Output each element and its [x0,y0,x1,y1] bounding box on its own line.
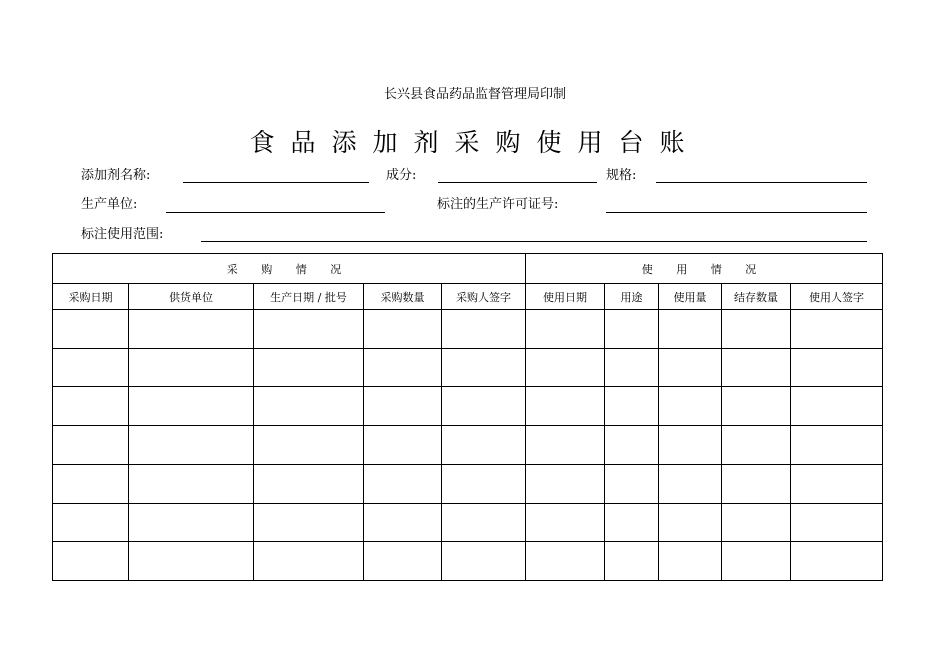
cell-usage-amount[interactable] [659,464,722,503]
cell-production-date-batch[interactable] [254,503,364,542]
table-row [53,426,883,465]
cell-usage-date[interactable] [526,426,605,465]
cell-production-date-batch[interactable] [254,542,364,581]
cell-remaining-quantity[interactable] [722,310,791,349]
cell-user-signature[interactable] [791,387,883,426]
cell-user-signature[interactable] [791,348,883,387]
table-row [53,503,883,542]
cell-purpose[interactable] [605,426,659,465]
page-title: 食品添加剂采购使用台账 [249,128,701,157]
cell-purpose[interactable] [605,464,659,503]
manufacturer-label: 生产单位: [81,197,138,212]
col-usage-amount: 使用量 [659,284,722,310]
cell-user-signature[interactable] [791,310,883,349]
cell-supplier[interactable] [129,387,254,426]
cell-production-date-batch[interactable] [254,348,364,387]
cell-purpose[interactable] [605,348,659,387]
purchase-group-header: 采 购 情 况 [53,254,526,284]
cell-usage-date[interactable] [526,348,605,387]
table-row [53,310,883,349]
cell-supplier[interactable] [129,464,254,503]
license-number-field[interactable] [606,212,867,213]
cell-purchase-date[interactable] [53,310,129,349]
col-usage-date: 使用日期 [526,284,605,310]
cell-production-date-batch[interactable] [254,464,364,503]
additive-name-label: 添加剂名称: [81,168,151,183]
table-row [53,542,883,581]
cell-purchaser-signature[interactable] [442,426,526,465]
cell-purchaser-signature[interactable] [442,348,526,387]
col-user-signature: 使用人签字 [791,284,883,310]
cell-purpose[interactable] [605,387,659,426]
cell-usage-date[interactable] [526,310,605,349]
usage-scope-field[interactable] [201,241,867,242]
usage-group-header: 使 用 情 况 [526,254,883,284]
table-row [53,348,883,387]
cell-usage-amount[interactable] [659,503,722,542]
cell-purpose[interactable] [605,503,659,542]
cell-purchaser-signature[interactable] [442,310,526,349]
cell-purchase-date[interactable] [53,426,129,465]
cell-usage-date[interactable] [526,503,605,542]
cell-purchaser-signature[interactable] [442,503,526,542]
cell-user-signature[interactable] [791,464,883,503]
col-purchaser-signature: 采购人签字 [442,284,526,310]
cell-usage-date[interactable] [526,542,605,581]
cell-purpose[interactable] [605,310,659,349]
cell-purchaser-signature[interactable] [442,542,526,581]
issuer-line: 长兴县食品药品监督管理局印制 [383,87,566,102]
manufacturer-field[interactable] [166,212,385,213]
cell-production-date-batch[interactable] [254,387,364,426]
cell-supplier[interactable] [129,426,254,465]
cell-remaining-quantity[interactable] [722,464,791,503]
cell-supplier[interactable] [129,503,254,542]
cell-purchase-quantity[interactable] [364,310,442,349]
cell-purchase-quantity[interactable] [364,348,442,387]
cell-remaining-quantity[interactable] [722,348,791,387]
cell-purchaser-signature[interactable] [442,387,526,426]
col-supplier: 供货单位 [129,284,254,310]
cell-usage-date[interactable] [526,387,605,426]
cell-production-date-batch[interactable] [254,426,364,465]
cell-usage-amount[interactable] [659,387,722,426]
cell-purchase-date[interactable] [53,542,129,581]
cell-purchase-quantity[interactable] [364,426,442,465]
cell-usage-amount[interactable] [659,426,722,465]
cell-purchase-date[interactable] [53,348,129,387]
cell-purchase-quantity[interactable] [364,503,442,542]
cell-user-signature[interactable] [791,426,883,465]
table-row [53,387,883,426]
usage-scope-label: 标注使用范围: [81,227,164,242]
license-number-label: 标注的生产许可证号: [437,197,559,212]
cell-remaining-quantity[interactable] [722,542,791,581]
additive-name-field[interactable] [183,182,369,183]
cell-purchase-quantity[interactable] [364,464,442,503]
cell-production-date-batch[interactable] [254,310,364,349]
col-purchase-quantity: 采购数量 [364,284,442,310]
specification-label: 规格: [606,168,637,183]
cell-usage-amount[interactable] [659,542,722,581]
ledger-table [52,253,883,581]
composition-label: 成分: [386,168,417,183]
table-row [53,464,883,503]
cell-purchase-date[interactable] [53,387,129,426]
cell-remaining-quantity[interactable] [722,503,791,542]
col-purpose: 用途 [605,284,659,310]
cell-user-signature[interactable] [791,503,883,542]
cell-remaining-quantity[interactable] [722,387,791,426]
cell-supplier[interactable] [129,310,254,349]
cell-purpose[interactable] [605,542,659,581]
cell-purchase-quantity[interactable] [364,542,442,581]
cell-purchase-date[interactable] [53,503,129,542]
cell-purchase-date[interactable] [53,464,129,503]
cell-supplier[interactable] [129,348,254,387]
cell-usage-amount[interactable] [659,348,722,387]
cell-supplier[interactable] [129,542,254,581]
cell-user-signature[interactable] [791,542,883,581]
col-production-date-batch: 生产日期 / 批号 [254,284,364,310]
specification-field[interactable] [656,182,867,183]
cell-purchaser-signature[interactable] [442,464,526,503]
cell-usage-amount[interactable] [659,310,722,349]
cell-remaining-quantity[interactable] [722,426,791,465]
cell-usage-date[interactable] [526,464,605,503]
col-purchase-date: 采购日期 [53,284,129,310]
col-remaining-quantity: 结存数量 [722,284,791,310]
composition-field[interactable] [438,182,597,183]
cell-purchase-quantity[interactable] [364,387,442,426]
